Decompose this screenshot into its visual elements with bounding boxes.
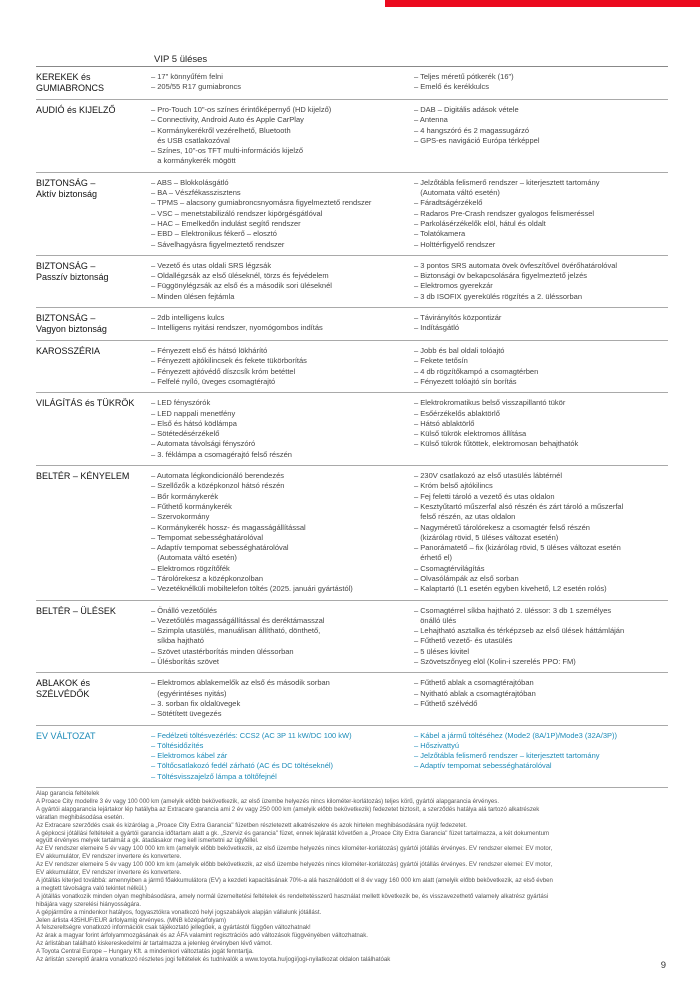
- feature-item: – 2db intelligens kulcs: [151, 313, 225, 323]
- feature-item: – Fűthető kormánykerék: [151, 501, 232, 511]
- feature-item: önálló ülés: [414, 615, 457, 625]
- footnote-line: EV akkumulátor, EV rendszer invertere és konvertere.: [36, 853, 182, 861]
- category-label: [36, 312, 151, 335]
- feature-item: – 4 db rögzítőkampó a csomagtérben: [414, 366, 539, 376]
- feature-item: – Külső tükrök elektromos állítása: [414, 429, 527, 439]
- footnote-line: A Proace City modellre 3 év vagy 100 000 km (amelyik előbb bekövetkezik, az első üzembe helyezés nincs kilométer-korlátozás) teljes körű, gyártói alapgarancia érvényes.: [36, 797, 500, 805]
- footnote-line: a megtett távolságra való tekintet nélkül.): [36, 884, 147, 892]
- category-label: [36, 730, 151, 782]
- feature-item: – 17" könnyűfém felni: [151, 72, 223, 81]
- feature-item: – Esőérzékelős ablaktörlő: [414, 408, 500, 418]
- feature-item: – Szellőzők a középkonzol hátsó részén: [151, 481, 285, 491]
- feature-item: – Felfelé nyíló, üveges csomagtérajtó: [151, 376, 276, 386]
- footnote-line: A felszereltségre vonatkozó információk csak tájékoztató jellegűek, a gyártástól függően változhatnak!: [36, 924, 311, 932]
- category-line: BELTÉR – ÜLÉSEK: [36, 605, 116, 616]
- footnote-line: együtt érvényes melyek tartalmát a gk. átadásakor meg kell ismertetni az ügyféllel.: [36, 837, 259, 845]
- feature-item: – Függönylégzsák az első és a második sori üléseknél: [151, 281, 332, 291]
- category-line: EV VÁLTOZAT: [36, 730, 96, 741]
- feature-item: – HAC – Emelkedőn indulást segítő rendszer: [151, 218, 301, 228]
- feature-item: (Automata váltó esetén): [414, 188, 500, 198]
- features-column-right: [414, 470, 668, 595]
- footnote-line: A jótállás vonatkozik minden olyan meghibásodásra, amely normál üzemeltetési feltételek és rendeltetésszerű használat mellett következik be, és visszavezethető valamely alkatrész gyártási: [36, 892, 549, 900]
- footnote-line: A Toyota Central Europe – Hungary Kft. a mindenkori változtatás jogát fenntartja.: [36, 948, 254, 956]
- feature-item: – Króm belső ajtókilincs: [414, 481, 493, 491]
- feature-item: – Nyitható ablak a csomagtérajtóban: [414, 688, 536, 698]
- feature-item: – Automata légkondicionáló berendezés: [151, 471, 285, 481]
- spec-row: [36, 66, 668, 99]
- category-line: GUMIABRONCS: [36, 83, 105, 93]
- feature-item: – Töltésvisszajelző lámpa a töltőfejnél: [151, 771, 277, 781]
- features-column-right: [414, 730, 668, 782]
- feature-item: – Önálló vezetőülés: [151, 605, 217, 615]
- feature-item: – Connectivity, Android Auto és Apple CarPlay: [151, 115, 304, 125]
- feature-item: – Automata távolsági fényszóró: [151, 439, 256, 449]
- feature-item: – Sötétített üvegezés: [151, 709, 222, 719]
- category-line: SZÉLVÉDŐK: [36, 689, 90, 700]
- feature-item: – Sávelhagyásra figyelmeztető rendszer: [151, 239, 285, 249]
- category-line: KAROSSZÉRIA: [36, 346, 101, 357]
- feature-item: – Elektromos gyerekzár: [414, 281, 493, 291]
- features-column-right: [414, 677, 668, 719]
- feature-item: – Kormánykerék hossz- és magasságállítással: [151, 522, 306, 532]
- feature-item: – Olvasólámpák az első sorban: [414, 573, 519, 583]
- feature-item: – Parkolásérzékelők elöl, hátul és oldalt: [414, 218, 546, 228]
- feature-item: – Tolatókamera: [414, 229, 466, 239]
- features-column-right: [414, 397, 668, 460]
- feature-item: – Adaptív tempomat sebességhatárolóval: [151, 543, 289, 553]
- category-label: [36, 104, 151, 167]
- feature-item: – 230V csatlakozó az első utasülés lábtérnél: [414, 471, 563, 481]
- feature-item: – Szimpla utasülés, manuálisan állítható, dönthető,: [151, 626, 321, 636]
- category-line: AUDIÓ és KIJELZŐ: [36, 105, 116, 115]
- category-label: [36, 397, 151, 460]
- spec-row: [36, 725, 668, 788]
- feature-item: – Töltésidőzítés: [151, 740, 204, 750]
- feature-item: – Lehajtható asztalka és térképzseb az első ülések háttámláján: [414, 626, 625, 636]
- feature-item: – Fényezett tolóajtó sín borítás: [414, 376, 517, 386]
- category-line: BIZTONSÁG –: [36, 177, 96, 188]
- spec-table: [36, 66, 668, 788]
- feature-item: – Távirányítós központizár: [414, 313, 502, 323]
- feature-item: – Tempomat sebességhatárolóval: [151, 532, 264, 542]
- footnote-line: A gyártói alapgarancia lejártakor lép hatályba az Extracare garancia ami 2 év vagy 250 000 km (amelyik előbb bekövetkezik) fedezetet biztosít, a szerződés hatálya alá tartozó alkatrészek: [36, 805, 540, 813]
- feature-item: – 4 hangszóró és 2 magassugárzó: [414, 125, 530, 135]
- feature-item: – TPMS – alacsony gumiabroncsnyomásra figyelmeztető rendszer: [151, 198, 372, 208]
- feature-item: (egyérintéses nyitás): [151, 688, 227, 698]
- feature-item: – Elektromos rögzítőfék: [151, 563, 230, 573]
- features-column-left: [151, 177, 414, 250]
- category-line: Vagyon biztonság: [36, 324, 107, 335]
- feature-item: – Jelzőtábla felismerő rendszer – kiterjesztett tartomány: [414, 177, 600, 187]
- features-column-left: [151, 345, 414, 387]
- spec-row: [36, 172, 668, 255]
- footnote-line: A gépkocsi jótállási feltételeit a gyártói garancia időtartam alatt a gk. „Szerviz és garancia" füzet, ennek lejáratát követően a „Proace City Extra Garancia" füzet tartalmazza, a két dokumentum: [36, 829, 550, 837]
- features-column-left: [151, 470, 414, 595]
- features-column-right: [414, 71, 668, 94]
- feature-item: – DAB – Digitális adások vétele: [414, 105, 519, 114]
- footnote-line: EV akkumulátor, EV rendszer invertere és konvertere.: [36, 869, 182, 877]
- feature-item: – EBD – Elektronikus fékerő – elosztó: [151, 229, 277, 239]
- feature-item: – Elektromos ablakemelők az első és második sorban: [151, 678, 330, 688]
- feature-item: – Fűthető ablak a csomagtérajtóban: [414, 678, 534, 688]
- feature-item: – GPS-es navigáció Európa térképpel: [414, 135, 540, 145]
- feature-item: – VSC – menetstabilizáló rendszer kipörgésgátlóval: [151, 208, 323, 218]
- spec-row: [36, 340, 668, 392]
- spec-row: [36, 392, 668, 465]
- feature-item: – Biztonsági öv bekapcsolására figyelmeztető jelzés: [414, 271, 588, 281]
- feature-item: a kormánykerék mögött: [151, 156, 236, 166]
- feature-item: – Nagyméretű tárolórekesz a csomagtér felső részén: [414, 522, 590, 532]
- category-label: [36, 345, 151, 387]
- feature-item: – Vezetőülés magasságállítással és deréktámasszal: [151, 615, 325, 625]
- footnote-line: Az árlistán szereplő árakra vonatkozó részletes jogi feltételek és tudnivalók a www.toyota.hu/jogi/jogi-nyilatkozat oldalon találhatóak: [36, 956, 391, 964]
- feature-item: – Jobb és bal oldali tolóajtó: [414, 346, 505, 356]
- feature-item: – Ülésborítás szövet: [151, 657, 219, 667]
- footnote-line: Alap garancia feltételek: [36, 790, 100, 797]
- feature-item: – Fej feletti tároló a vezető és utas oldalon: [414, 491, 555, 501]
- feature-item: – Oldallégzsák az első üléseknél, törzs és fejvédelem: [151, 271, 329, 281]
- category-label: [36, 470, 151, 595]
- footnote-line: Az EV rendszer elemeire 5 év vagy 100 000 km km (amelyik előbb bekövetkezik, az első üzembe helyezés nincs kilométer-korlátozás) gyártói jótállás érvényes. EV rendszer elemei: EV motor,: [36, 845, 553, 853]
- feature-item: – Színes, 10"-os TFT multi-információs kijelző: [151, 146, 304, 156]
- feature-item: – Kalaptartó (L1 esetén egyben kivehető, L2 esetén rolós): [414, 584, 607, 594]
- footnote-line: Jelen árlista 435HUF/EUR árfolyamig érvényes. (MNB középárfolyam): [36, 916, 226, 924]
- category-label: [36, 71, 151, 94]
- features-column-right: [414, 345, 668, 387]
- category-label: [36, 177, 151, 250]
- feature-item: – 3 pontos SRS automata övek övfeszítővel övérőhatárolóval: [414, 260, 618, 270]
- spec-row: [36, 672, 668, 724]
- feature-item: – Töltőcsatlakozó fedél zárható (AC és DC töltéseknél): [151, 761, 334, 771]
- feature-item: – Hőszivattyú: [414, 740, 460, 750]
- feature-item: – Kesztyűtartó műszerfal alsó részén és zárt tároló a műszerfal: [414, 501, 624, 511]
- feature-item: – Panorámatető – fix (kizárólag rövid, 5 üléses változat esetén: [414, 543, 621, 553]
- footnote-line: hibájára vagy szerelési hiányosságára.: [36, 900, 142, 908]
- feature-item: – Fényezett első és hátsó lökhárító: [151, 346, 268, 356]
- footnote-line: Az árak a magyar forint árfolyammozgásának és az ÁFA valamint regisztrációs adó változások függvényében változhatnak.: [36, 932, 368, 940]
- feature-item: – Hátsó ablaktörlő: [414, 418, 475, 428]
- feature-item: – Tárolórekesz a középkonzolban: [151, 573, 264, 583]
- feature-item: (kizárólag rövid, 5 üléses változat esetén): [414, 532, 559, 542]
- spec-row: [36, 255, 668, 307]
- feature-item: síkba hajtható: [151, 636, 204, 646]
- features-column-left: [151, 605, 414, 668]
- feature-item: – ABS – Blokkolásgátló: [151, 177, 229, 187]
- features-column-right: [414, 177, 668, 250]
- footnote-line: váratlan meghibásodása esetén.: [36, 813, 125, 821]
- category-line: ABLAKOK és: [36, 678, 91, 689]
- features-column-right: [414, 312, 668, 335]
- feature-item: – Vezető és utas oldali SRS légzsák: [151, 260, 272, 270]
- feature-item: – Csomagtérrel síkba hajtható 2. üléssor: 3 db 1 személyes: [414, 605, 612, 615]
- features-column-right: [414, 104, 668, 167]
- footnote-line: Az Extracare szerződés csak és kizárólag a „Proace City Extra Garancia" füzetben részletezett alkatrészekre és azok hirtelen meghibásodására nyújt fedezetet.: [36, 821, 467, 829]
- feature-item: – Fűthető vezető- és utasülés: [414, 636, 513, 646]
- features-column-left: [151, 677, 414, 719]
- features-column-left: [151, 312, 414, 335]
- category-line: BIZTONSÁG –: [36, 260, 96, 271]
- feature-item: – Vezetéknélküli mobiltelefon töltés (2025. januári gyártástól): [151, 584, 353, 594]
- category-line: Aktív biztonság: [36, 188, 98, 199]
- category-line: Passzív biztonság: [36, 271, 109, 282]
- feature-item: – Fényezett ajtóvédő díszcsík króm betéttel: [151, 366, 296, 376]
- feature-item: – Első és hátsó ködlámpa: [151, 418, 237, 428]
- footnote-line: Az EV rendszer elemeire 5 év vagy 100 000 km km (amelyik előbb bekövetkezik, az első üzembe helyezés nincs kilométer-korlátozás) gyártói jótállás érvényes. EV rendszer elemei: EV motor,: [36, 861, 553, 869]
- red-corner-tab: [385, 0, 700, 7]
- footnotes: [36, 790, 676, 964]
- feature-item: – 205/55 R17 gumiabroncs: [151, 82, 242, 92]
- feature-item: – Elektromos kábel zár: [151, 751, 228, 761]
- feature-item: – BA – Vészfékasszisztens: [151, 188, 241, 198]
- feature-item: – 3 db ISOFIX gyerekülés rögzítés a 2. üléssorban: [414, 291, 583, 301]
- feature-item: – Emelő és kerékkulcs: [414, 82, 490, 92]
- feature-item: – Jelzőtábla felismerő rendszer – kiterjesztett tartomány: [414, 751, 600, 761]
- feature-item: – Radaros Pre-Crash rendszer gyalogos felismeréssel: [414, 208, 595, 218]
- feature-item: – Antenna: [414, 115, 448, 125]
- category-line: BELTÉR – KÉNYELEM: [36, 471, 130, 482]
- feature-item: – 3. féklámpa a csomagérajtó felső részén: [151, 449, 292, 459]
- features-column-left: [151, 260, 414, 302]
- feature-item: – Adaptív tempomat sebességhatárolóval: [414, 761, 552, 771]
- feature-item: – Szervokormány: [151, 512, 210, 522]
- feature-item: (Automata váltó esetén): [151, 553, 237, 563]
- feature-item: – Elektrokromatikus belső visszapillantó tükör: [414, 398, 566, 408]
- feature-item: – Teljes méretű pótkerék (16"): [414, 72, 514, 81]
- spec-row: [36, 600, 668, 673]
- features-column-left: [151, 730, 414, 782]
- feature-item: – Fáradtságérzékelő: [414, 198, 483, 208]
- feature-item: – Szövet utastérborítás minden üléssorban: [151, 646, 294, 656]
- feature-item: – Fűthető szélvédő: [414, 698, 478, 708]
- feature-item: érhető el): [414, 553, 452, 563]
- features-column-left: [151, 71, 414, 94]
- footnote-line: Az árlistában található kiskereskedelmi ár tartalmazza a jelenleg érvényben lévő vámot.: [36, 940, 273, 948]
- feature-item: – Pro-Touch 10"-os színes érintőképernyő (HD kijelző): [151, 105, 332, 114]
- feature-item: – Kábel a jármű töltéséhez (Mode2 (8A/1P)/Mode3 (32A/3P)): [414, 730, 618, 740]
- feature-item: – Holttérfigyelő rendszer: [414, 239, 496, 249]
- page-number: 9: [660, 960, 666, 971]
- feature-item: – Szövetszőnyeg elöl (Kolin-i szerelés PPO: FM): [414, 657, 576, 667]
- feature-item: és USB csatlakozóval: [151, 135, 230, 145]
- spec-row: [36, 99, 668, 172]
- feature-item: – Intelligens nyitási rendszer, nyomógombos indítás: [151, 323, 323, 333]
- category-label: [36, 605, 151, 668]
- category-label: [36, 677, 151, 719]
- category-line: KEREKEK és: [36, 72, 91, 82]
- feature-item: – LED fényszórók: [151, 398, 211, 408]
- features-column-right: [414, 605, 668, 668]
- category-label: [36, 260, 151, 302]
- features-column-left: [151, 397, 414, 460]
- category-line: VILÁGÍTÁS és TÜKRÖK: [36, 398, 135, 409]
- footnote-line: A gépjárműre a mindenkor hatályos, fogyasztókra vonatkozó helyi jogszabályok alapján vállalunk jótállást.: [36, 908, 322, 916]
- feature-item: – Fedélzeti töltésvezérlés: CCS2 (AC 3P 11 kW/DC 100 kW): [151, 730, 352, 740]
- feature-item: – 3. sorban fix oldalüvegek: [151, 698, 241, 708]
- features-column-left: [151, 104, 414, 167]
- feature-item: – 5 üléses kivitel: [414, 646, 470, 656]
- footnote-line: A jótállás kiterjed továbbá: amennyiben a jármű főakkumulátora (EV) a kezdeti kapacitásának 70%-a alá használódott el 8 év vagy 160 000 km alatt (amelyik előbb bekövetkezik, az első évben: [36, 876, 553, 884]
- feature-item: – Minden ülésen fejtámla: [151, 291, 235, 301]
- feature-item: – Kormánykerékről vezérelhető, Bluetooth: [151, 125, 291, 135]
- spec-row: [36, 465, 668, 600]
- category-line: BIZTONSÁG –: [36, 313, 96, 324]
- feature-item: – Csomagtérvilágítás: [414, 563, 485, 573]
- feature-item: – Sötétedésérzékelő: [151, 429, 220, 439]
- feature-item: – Indításgátló: [414, 323, 460, 333]
- trim-header: VIP 5 üléses: [154, 54, 208, 65]
- feature-item: – LED nappali menetfény: [151, 408, 236, 418]
- spec-row: [36, 307, 668, 340]
- feature-item: felső részén, az utas oldalon: [414, 512, 516, 522]
- feature-item: – Külső tükrök fűtöttek, elektromosan behajthatók: [414, 439, 579, 449]
- feature-item: – Bőr kormánykerék: [151, 491, 219, 501]
- features-column-right: [414, 260, 668, 302]
- feature-item: – Fekete tetősín: [414, 356, 468, 366]
- feature-item: – Fényezett ajtókilincsek és fekete tükörborítás: [151, 356, 307, 366]
